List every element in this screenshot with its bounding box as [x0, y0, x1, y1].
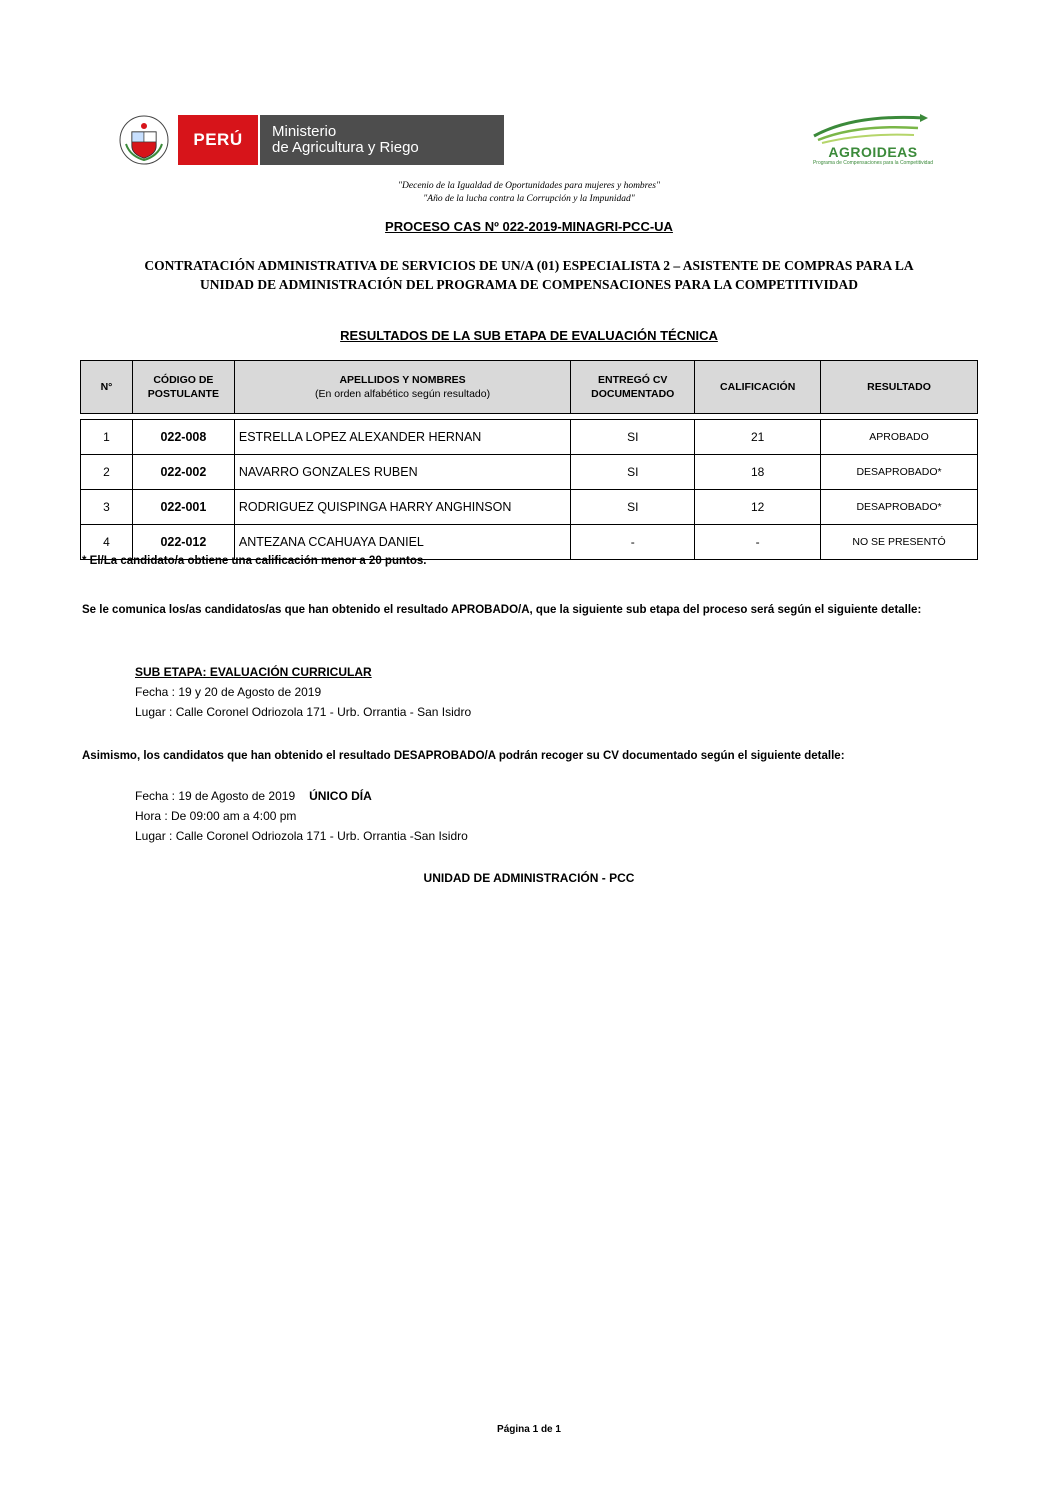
- pickup-hour: Hora : De 09:00 am a 4:00 pm: [135, 809, 297, 823]
- row-name: ANTEZANA CCAHUAYA DANIEL: [234, 525, 570, 560]
- header-score: CALIFICACIÓN: [695, 361, 821, 414]
- results-table: [80, 360, 978, 560]
- row-code: 022-002: [132, 455, 234, 490]
- row-result: NO SE PRESENTÓ: [821, 525, 978, 560]
- pickup-date-line: [135, 786, 468, 806]
- agroideas-name: AGROIDEAS: [828, 144, 918, 160]
- page-number: Página 1 de 1: [497, 1424, 561, 1435]
- letterhead: [118, 112, 938, 172]
- section-title: RESULTADOS DE LA SUB ETAPA DE EVALUACIÓN TÉCNICA: [340, 328, 718, 343]
- ministry-line1: Ministerio: [272, 123, 337, 140]
- row-num: 1: [81, 420, 133, 455]
- row-cv: -: [571, 525, 695, 560]
- pickup-place: Lugar : Calle Coronel Odriozola 171 - Urb. Orrantia -San Isidro: [135, 829, 468, 843]
- row-result: APROBADO: [821, 420, 978, 455]
- agroideas-swoosh-icon: [808, 114, 938, 144]
- curricular-stage-title: SUB ETAPA: EVALUACIÓN CURRICULAR: [135, 665, 372, 679]
- main-title-line1: CONTRATACIÓN ADMINISTRATIVA DE SERVICIOS DE UN/A (01) ESPECIALISTA 2 – ASISTENTE DE COMPRAS PARA LA: [144, 258, 914, 273]
- agroideas-tagline: Programa de Compensaciones para la Competitividad: [812, 160, 934, 166]
- row-num: 4: [81, 525, 133, 560]
- row-score: 21: [695, 420, 821, 455]
- header-code-line2: POSTULANTE: [147, 388, 219, 400]
- row-cv: SI: [571, 455, 695, 490]
- table-row: [81, 490, 978, 525]
- decade-mottos: [0, 180, 1058, 206]
- disapproved-notice: Asimismo, los candidatos que han obtenido el resultado DESAPROBADO/A podrán recoger su CV documentado según el siguiente detalle:: [82, 750, 845, 762]
- motto-line1: "Decenio de la Igualdad de Oportunidades para mujeres y hombres": [398, 181, 660, 191]
- motto-line2: "Año de la lucha contra la Corrupción y la Impunidad": [423, 194, 635, 204]
- row-cv: SI: [571, 490, 695, 525]
- table-row: [81, 455, 978, 490]
- signature: UNIDAD DE ADMINISTRACIÓN - PCC: [423, 871, 635, 885]
- main-title: [80, 256, 978, 294]
- ministry-line2: de Agricultura y Riego: [272, 139, 419, 156]
- header-cv-line1: ENTREGÓ CV: [598, 374, 668, 386]
- row-name: ESTRELLA LOPEZ ALEXANDER HERNAN: [234, 420, 570, 455]
- header-cv: [571, 361, 695, 414]
- ministry-label: [258, 115, 504, 165]
- row-name: NAVARRO GONZALES RUBEN: [234, 455, 570, 490]
- header-name: [234, 361, 570, 414]
- table-header-row: [81, 361, 978, 414]
- row-code: 022-001: [132, 490, 234, 525]
- table-footnote: * El/La candidato/a obtiene una calificación menor a 20 puntos.: [82, 555, 427, 567]
- agroideas-logo: [808, 114, 938, 168]
- peru-label: PERÚ: [178, 115, 258, 165]
- pickup-date: Fecha : 19 de Agosto de 2019: [135, 789, 296, 803]
- row-num: 2: [81, 455, 133, 490]
- header-num: N°: [81, 361, 133, 414]
- header-result: RESULTADO: [821, 361, 978, 414]
- header-name-line1: APELLIDOS Y NOMBRES: [339, 374, 466, 386]
- curricular-place: Lugar : Calle Coronel Odriozola 171 - Urb. Orrantia - San Isidro: [135, 705, 472, 719]
- process-title: PROCESO CAS Nº 022-2019-MINAGRI-PCC-UA: [385, 219, 673, 234]
- curricular-stage-block: [135, 662, 471, 722]
- row-cv: SI: [571, 420, 695, 455]
- national-seal-icon: [118, 114, 170, 166]
- approved-notice: Se le comunica los/as candidatos/as que han obtenido el resultado APROBADO/A, que la siguiente sub etapa del proceso será según el siguiente detalle:: [82, 604, 922, 616]
- row-result: DESAPROBADO*: [821, 490, 978, 525]
- curricular-date: Fecha : 19 y 20 de Agosto de 2019: [135, 685, 322, 699]
- row-num: 3: [81, 490, 133, 525]
- pickup-unico: ÚNICO DÍA: [309, 789, 372, 803]
- table-row: [81, 420, 978, 455]
- header-name-line2: (En orden alfabético según resultado): [315, 388, 491, 400]
- row-code: 022-008: [132, 420, 234, 455]
- header-code-line1: CÓDIGO DE: [153, 374, 214, 386]
- row-score: 12: [695, 490, 821, 525]
- header-cv-line2: DOCUMENTADO: [591, 388, 675, 400]
- header-code: [132, 361, 234, 414]
- cv-pickup-block: [135, 786, 468, 846]
- row-score: -: [695, 525, 821, 560]
- main-title-line2: UNIDAD DE ADMINISTRACIÓN DEL PROGRAMA DE COMPENSACIONES PARA LA COMPETITIVIDAD: [200, 277, 858, 292]
- row-result: DESAPROBADO*: [821, 455, 978, 490]
- row-name: RODRIGUEZ QUISPINGA HARRY ANGHINSON: [234, 490, 570, 525]
- row-code: 022-012: [132, 525, 234, 560]
- row-score: 18: [695, 455, 821, 490]
- minagri-logo: [118, 112, 504, 168]
